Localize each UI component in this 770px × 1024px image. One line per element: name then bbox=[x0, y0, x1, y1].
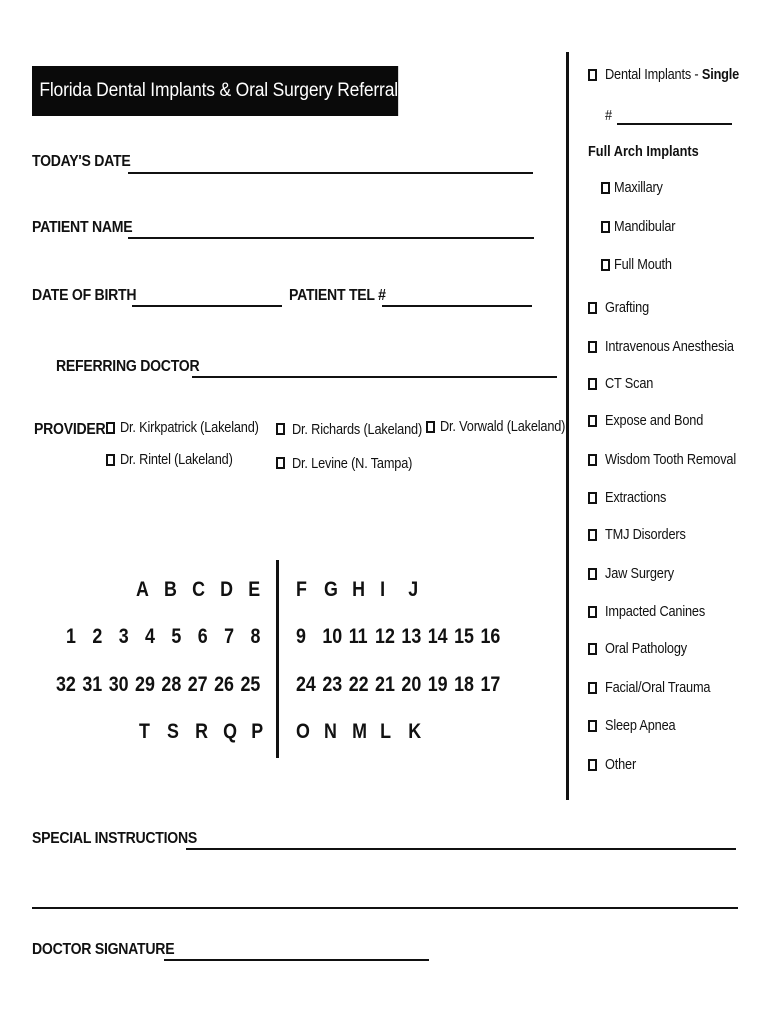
patient-name-field[interactable] bbox=[128, 237, 534, 239]
procedure-checkbox[interactable] bbox=[588, 302, 597, 314]
referring-doctor-field[interactable] bbox=[192, 376, 557, 378]
tooth-number[interactable]: J bbox=[408, 578, 419, 601]
special-instructions-field[interactable] bbox=[186, 848, 736, 850]
procedure-checkbox[interactable] bbox=[588, 682, 597, 694]
patient-name-label: PATIENT NAME bbox=[32, 219, 133, 236]
tooth-row-primary-lower-right bbox=[139, 720, 279, 744]
tooth-number[interactable]: 23 bbox=[322, 673, 343, 696]
tooth-row-lower-left bbox=[296, 673, 507, 697]
tooth-number[interactable]: 17 bbox=[480, 673, 501, 696]
provider-checkbox-kirkpatrick[interactable] bbox=[106, 422, 115, 434]
procedure-checkbox[interactable] bbox=[588, 341, 597, 353]
tooth-number[interactable]: 25 bbox=[240, 673, 261, 696]
procedure-label: Sleep Apnea bbox=[605, 717, 676, 734]
full-mouth-checkbox[interactable] bbox=[601, 259, 610, 271]
tooth-number[interactable]: F bbox=[296, 578, 307, 601]
procedure-label: Wisdom Tooth Removal bbox=[605, 451, 737, 468]
tooth-number[interactable]: 3 bbox=[118, 625, 129, 648]
patient-tel-label: PATIENT TEL # bbox=[289, 287, 386, 304]
tooth-number[interactable]: 9 bbox=[296, 625, 306, 648]
tooth-number[interactable]: 27 bbox=[187, 673, 208, 696]
tooth-number[interactable]: 13 bbox=[401, 625, 422, 648]
provider-option-kirkpatrick: Dr. Kirkpatrick (Lakeland) bbox=[120, 419, 259, 436]
full-mouth-label: Full Mouth bbox=[614, 256, 672, 273]
tooth-number[interactable]: 16 bbox=[480, 625, 501, 648]
procedure-checkbox[interactable] bbox=[588, 643, 597, 655]
tooth-number[interactable]: 5 bbox=[171, 625, 182, 648]
tooth-number[interactable]: 8 bbox=[250, 625, 261, 648]
todays-date-label: TODAY'S DATE bbox=[32, 153, 131, 170]
tooth-number[interactable]: H bbox=[352, 578, 365, 601]
tooth-number[interactable]: 4 bbox=[145, 625, 155, 648]
tooth-number[interactable]: C bbox=[192, 578, 205, 601]
tooth-number[interactable]: S bbox=[167, 720, 179, 743]
tooth-number[interactable]: L bbox=[380, 720, 392, 743]
provider-label: PROVIDER bbox=[34, 421, 106, 438]
dob-label: DATE OF BIRTH bbox=[32, 287, 137, 304]
procedure-label: Facial/Oral Trauma bbox=[605, 679, 711, 696]
provider-option-levine: Dr. Levine (N. Tampa) bbox=[292, 455, 413, 472]
provider-checkbox-richards[interactable] bbox=[276, 423, 285, 435]
procedure-checkbox[interactable] bbox=[588, 568, 597, 580]
doctor-signature-label: DOCTOR SIGNATURE bbox=[32, 941, 175, 958]
tooth-number[interactable]: G bbox=[324, 578, 338, 601]
implant-number-field[interactable] bbox=[617, 123, 732, 125]
special-instructions-field-line-2[interactable] bbox=[32, 907, 738, 909]
tooth-row-primary-lower-left bbox=[296, 720, 436, 744]
tooth-number[interactable]: A bbox=[136, 578, 149, 601]
tooth-number[interactable]: K bbox=[408, 720, 422, 743]
tooth-number[interactable]: 24 bbox=[296, 673, 316, 696]
procedure-checkbox[interactable] bbox=[588, 720, 597, 732]
tooth-number[interactable]: 2 bbox=[92, 625, 103, 648]
provider-option-richards: Dr. Richards (Lakeland) bbox=[292, 421, 423, 438]
procedure-label: TMJ Disorders bbox=[605, 526, 686, 543]
implant-number-label: # bbox=[605, 107, 612, 124]
tooth-number[interactable]: 12 bbox=[375, 625, 395, 648]
tooth-number[interactable]: O bbox=[296, 720, 310, 743]
tooth-row-primary-upper-left bbox=[296, 578, 436, 602]
tooth-number[interactable]: 31 bbox=[82, 673, 103, 696]
tooth-number[interactable]: D bbox=[220, 578, 234, 601]
provider-checkbox-rintel[interactable] bbox=[106, 454, 115, 466]
doctor-signature-field[interactable] bbox=[164, 959, 429, 961]
procedure-label: Extractions bbox=[605, 489, 667, 506]
tooth-number[interactable]: 7 bbox=[224, 625, 235, 648]
tooth-number[interactable]: P bbox=[251, 720, 264, 743]
tooth-number[interactable]: 29 bbox=[135, 673, 155, 696]
tooth-number[interactable]: E bbox=[248, 578, 261, 601]
procedure-checkbox[interactable] bbox=[588, 529, 597, 541]
tooth-number[interactable]: 19 bbox=[427, 673, 448, 696]
tooth-number[interactable]: 30 bbox=[108, 673, 129, 696]
procedure-checkbox[interactable] bbox=[588, 454, 597, 466]
provider-checkbox-vorwald[interactable] bbox=[426, 421, 435, 433]
tooth-number[interactable]: 18 bbox=[454, 673, 474, 696]
tooth-number[interactable]: T bbox=[139, 720, 150, 743]
tooth-number[interactable]: 14 bbox=[427, 625, 448, 648]
procedure-label: CT Scan bbox=[605, 375, 654, 392]
dental-implants-single: Single bbox=[701, 66, 740, 83]
tooth-number[interactable]: R bbox=[195, 720, 208, 743]
dob-field[interactable] bbox=[132, 305, 282, 307]
tooth-number[interactable]: N bbox=[324, 720, 337, 743]
full-arch-label: Full Arch Implants bbox=[588, 143, 699, 160]
mandibular-checkbox[interactable] bbox=[601, 221, 610, 233]
tooth-number[interactable]: 1 bbox=[66, 625, 76, 648]
tooth-number[interactable]: 22 bbox=[348, 673, 369, 696]
tooth-number[interactable]: 32 bbox=[56, 673, 76, 696]
tooth-number[interactable]: Q bbox=[223, 720, 238, 743]
procedure-label: Impacted Canines bbox=[605, 603, 706, 620]
procedure-checkbox[interactable] bbox=[588, 492, 597, 504]
procedure-label: Jaw Surgery bbox=[605, 565, 674, 582]
dental-implants-checkbox[interactable] bbox=[588, 69, 597, 81]
procedure-label: Expose and Bond bbox=[605, 412, 704, 429]
maxillary-label: Maxillary bbox=[614, 179, 663, 196]
procedure-label: Oral Pathology bbox=[605, 640, 687, 657]
tooth-row-upper-right bbox=[66, 625, 277, 649]
form-title: Florida Dental Implants & Oral Surgery Referral Form bbox=[32, 66, 398, 116]
procedures-column-divider bbox=[566, 52, 569, 800]
maxillary-checkbox[interactable] bbox=[601, 182, 610, 194]
tooth-number[interactable]: I bbox=[380, 578, 386, 601]
tooth-number[interactable]: B bbox=[164, 578, 177, 601]
tooth-number[interactable]: 15 bbox=[454, 625, 474, 648]
patient-tel-field[interactable] bbox=[382, 305, 532, 307]
tooth-number[interactable]: 26 bbox=[214, 673, 234, 696]
tooth-number[interactable]: 11 bbox=[348, 625, 368, 648]
special-instructions-label: SPECIAL INSTRUCTIONS bbox=[32, 830, 198, 847]
provider-option-vorwald: Dr. Vorwald (Lakeland) bbox=[440, 418, 566, 435]
dental-implants-label: Dental Implants - Single bbox=[605, 66, 740, 83]
tooth-number[interactable]: 6 bbox=[197, 625, 208, 648]
procedure-label: Intravenous Anesthesia bbox=[605, 338, 734, 355]
tooth-number[interactable]: 20 bbox=[401, 673, 422, 696]
procedure-label: Other bbox=[605, 756, 637, 773]
provider-option-rintel: Dr. Rintel (Lakeland) bbox=[120, 451, 233, 468]
procedure-checkbox[interactable] bbox=[588, 759, 597, 771]
tooth-number[interactable]: M bbox=[352, 720, 367, 743]
tooth-number[interactable]: 10 bbox=[322, 625, 343, 648]
tooth-row-primary-upper-right bbox=[136, 578, 276, 602]
procedure-checkbox[interactable] bbox=[588, 378, 597, 390]
tooth-row-lower-right bbox=[56, 673, 267, 697]
mandibular-label: Mandibular bbox=[614, 218, 676, 235]
procedure-label: Grafting bbox=[605, 299, 650, 316]
referring-doctor-label: REFERRING DOCTOR bbox=[56, 358, 200, 375]
tooth-number[interactable]: 21 bbox=[375, 673, 395, 696]
provider-checkbox-levine[interactable] bbox=[276, 457, 285, 469]
procedure-checkbox[interactable] bbox=[588, 415, 597, 427]
todays-date-field[interactable] bbox=[128, 172, 533, 174]
tooth-number[interactable]: 28 bbox=[161, 673, 182, 696]
tooth-row-upper-left bbox=[296, 625, 507, 649]
procedure-checkbox[interactable] bbox=[588, 606, 597, 618]
